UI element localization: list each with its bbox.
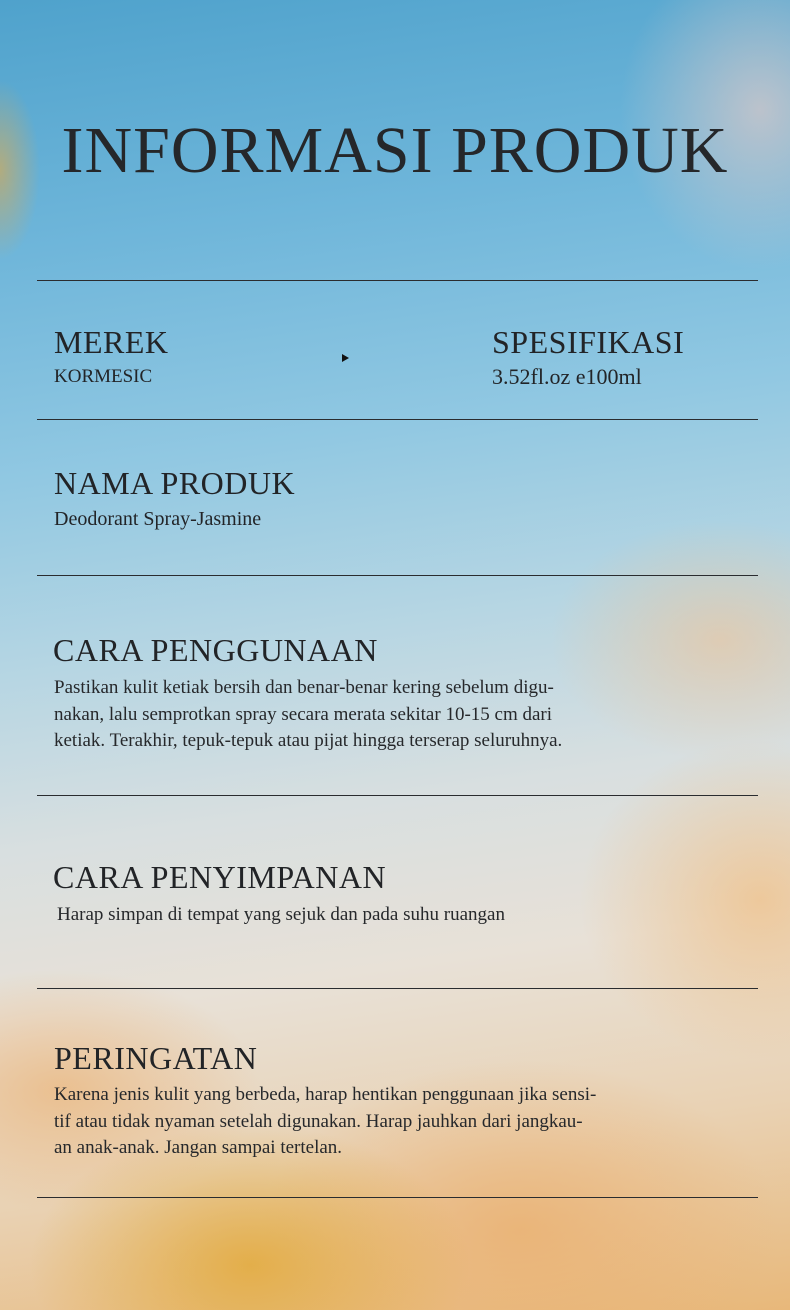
spec-label: SPESIFIKASI bbox=[492, 324, 685, 360]
page-title: INFORMASI PRODUK bbox=[61, 114, 729, 187]
storage-text: Harap simpan di tempat yang sejuk dan pada suhu ruangan bbox=[57, 904, 505, 925]
divider-usage bbox=[37, 795, 758, 796]
divider-top bbox=[37, 280, 758, 281]
usage-label: CARA PENGGUNAAN bbox=[53, 632, 378, 668]
brand-value: KORMESIC bbox=[54, 366, 153, 387]
divider-brand bbox=[37, 419, 758, 420]
divider-storage bbox=[37, 988, 758, 989]
usage-line: nakan, lalu semprotkan spray secara merata sekitar 10-15 cm dari bbox=[54, 703, 553, 725]
usage-line: Pastikan kulit ketiak bersih dan benar-benar kering sebelum digu- bbox=[54, 677, 554, 698]
divider-bottom bbox=[37, 1197, 758, 1198]
usage-line: ketiak. Terakhir, tepuk-tepuk atau pijat hingga terserap seluruhnya. bbox=[54, 730, 563, 751]
warning-line: tif atau tidak nyaman setelah digunakan. Harap jauhkan dari jangkau- bbox=[54, 1110, 583, 1132]
product-name-label: NAMA PRODUK bbox=[54, 465, 296, 501]
brand-label: MEREK bbox=[54, 324, 169, 360]
product-name-value: Deodorant Spray-Jasmine bbox=[54, 508, 262, 530]
spec-value: 3.52fl.oz e100ml bbox=[492, 364, 642, 389]
usage-text bbox=[54, 675, 562, 755]
warning-text bbox=[54, 1082, 596, 1162]
storage-label: CARA PENYIMPANAN bbox=[53, 859, 387, 895]
triangle-right-icon bbox=[342, 354, 349, 362]
warning-line: an anak-anak. Jangan sampai tertelan. bbox=[54, 1137, 343, 1158]
divider-product-name bbox=[37, 575, 758, 576]
warning-line: Karena jenis kulit yang berbeda, harap hentikan penggunaan jika sensi- bbox=[54, 1084, 597, 1105]
warning-label: PERINGATAN bbox=[54, 1040, 258, 1076]
